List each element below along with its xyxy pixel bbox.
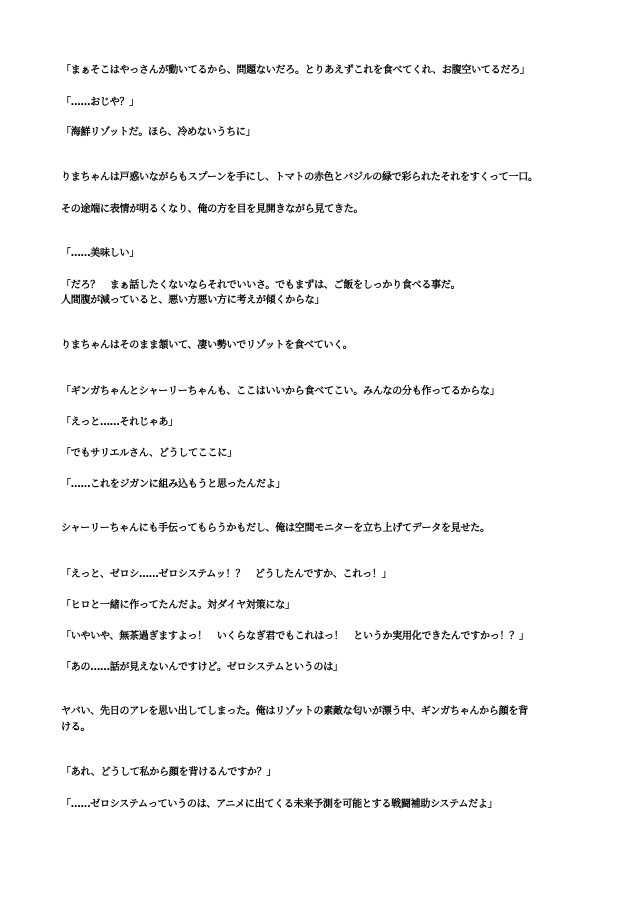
dialogue-line: 「でもサリエルさん、どうしてここに」 xyxy=(61,448,237,459)
dialogue-line: 「……これをジガンに組み込もうと思ったんだよ」 xyxy=(61,479,286,490)
dialogue-line: 「まぁそこはやっさんが動いてるから、問題ないだろ。とりあえずこれを食べてくれ、お腹空いてるだろ」 xyxy=(61,65,530,76)
dialogue-line: 「ギンガちゃんとシャーリーちゃんも、ここはいいから食べてこい。みんなの分も作ってるからな」 xyxy=(61,386,500,397)
dialogue-line: 「……ゼロシステムっていうのは、アニメに出てくる未来予測を可能とする戦闘補助システムだよ」 xyxy=(61,799,498,810)
narration-line: ヤバい、先日のアレを思い出してしまった。俺はリゾットの素敵な匂いが漂う中、ギンガちゃんから顔を背 xyxy=(61,706,528,717)
dialogue-line: 「……美味しい」 xyxy=(61,248,139,259)
dialogue-line: 「あの……話が見えないんですけど。ゼロシステムというのは」 xyxy=(61,662,343,673)
dialogue-line: 「あれ、どうして私から顔を背けるんですか？」 xyxy=(61,767,277,778)
narration-line: シャーリーちゃんにも手伝ってもらうかもだし、俺は空間モニターを立ち上げてデータを見せた。 xyxy=(61,523,490,534)
narration-line: ける。 xyxy=(61,722,91,733)
dialogue-line: 「……おじや？」 xyxy=(61,97,139,108)
narration-line: りまちゃんは戸惑いながらもスプーンを手にし、トマトの赤色とバジルの緑で彩られたそれをすくって一口。 xyxy=(61,172,538,183)
narration-line: その途端に表情が明るくなり、俺の方を目を見開きながら見てきた。 xyxy=(61,204,364,215)
dialogue-line: 「えっと、ゼロシ……ゼロシステムッ！？ どうしたんですか、これっ！」 xyxy=(61,569,392,580)
dialogue-line: 「いやいや、無茶過ぎますよっ！ いくらなぎ君でもこれはっ！ というか実用化できたんですかっ！？」 xyxy=(61,631,529,642)
narration-line: りまちゃんはそのまま頷いて、凄い勢いでリゾットを食べていく。 xyxy=(61,340,353,351)
dialogue-line: 「だろ？ まぁ話したくないならそれでいいさ。でもまずは、ご飯をしっかり食べる事だ。 xyxy=(61,280,461,291)
dialogue-line: 人間腹が減っていると、悪い方悪い方に考えが傾くからな」 xyxy=(61,295,325,306)
dialogue-line: 「海鮮リゾットだ。ほら、冷めないうちに」 xyxy=(61,127,256,138)
dialogue-line: 「ヒロと一緒に作ってたんだよ。対ダイヤ対策にな」 xyxy=(61,600,295,611)
dialogue-line: 「えっと……それじゃあ」 xyxy=(61,417,178,428)
